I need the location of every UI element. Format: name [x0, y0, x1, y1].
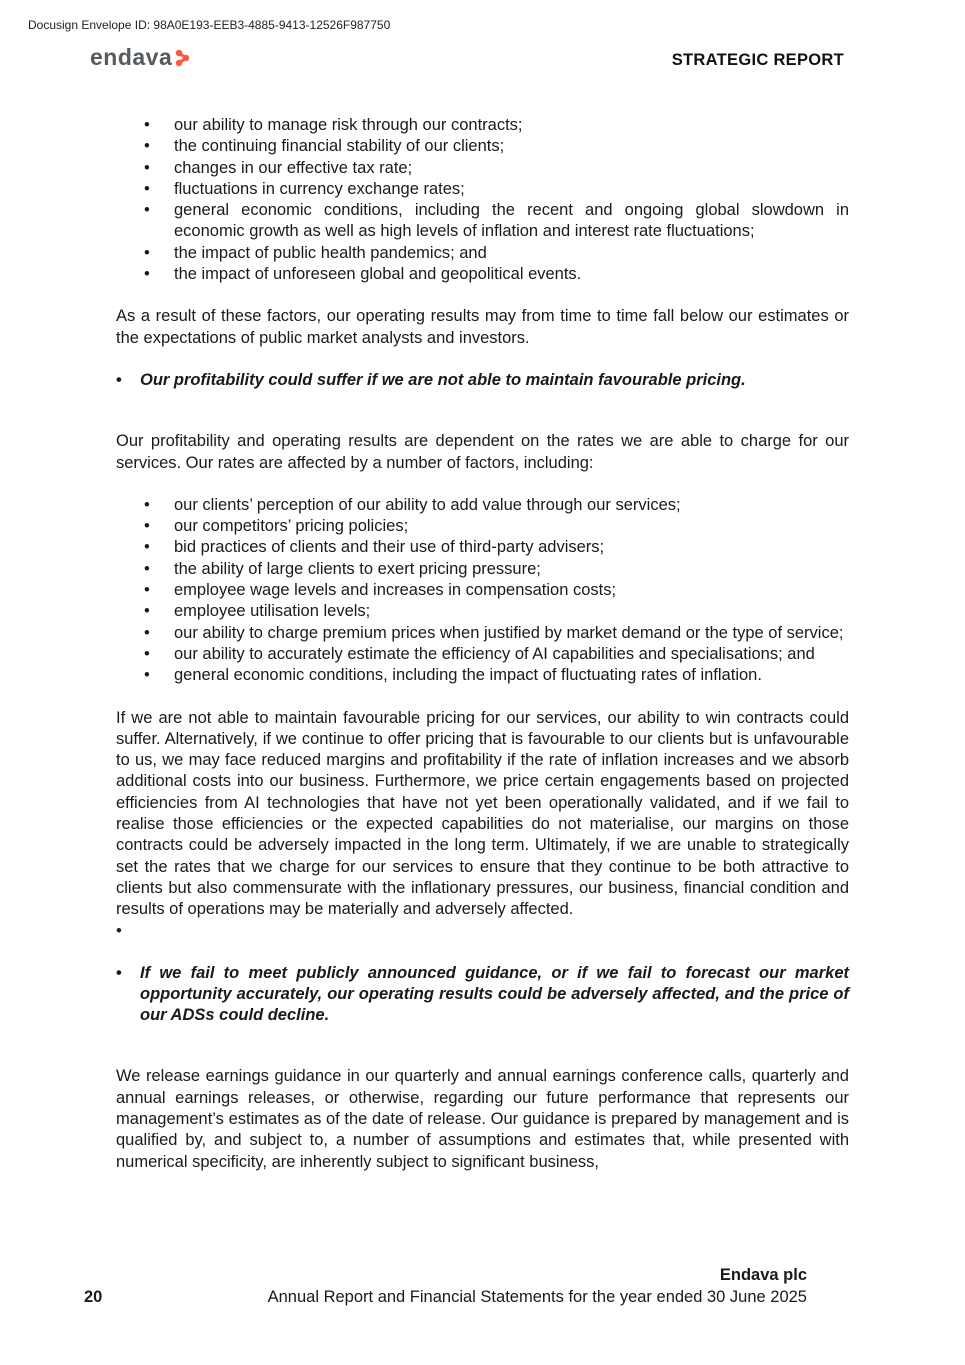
list-item: • employee wage levels and increases in compensation costs; [116, 580, 849, 601]
report-body [116, 115, 849, 1173]
logo-mark-icon [175, 49, 191, 67]
list-item: • our ability to manage risk through our contracts; [116, 115, 849, 136]
endava-logo [90, 44, 191, 71]
risk-factor-list [116, 115, 849, 285]
list-item: • the ability of large clients to exert pricing pressure; [116, 559, 849, 580]
paragraph: As a result of these factors, our operating results may from time to time fall below our estimates or the expectations of public market analysts and investors. [116, 307, 849, 347]
list-item: • employee utilisation levels; [116, 601, 849, 622]
page-number: 20 [84, 1288, 103, 1306]
heading-bullet: • [116, 963, 122, 982]
logo-wordmark: endava [90, 44, 173, 70]
list-item: • our ability to accurately estimate the efficiency of AI capabilities and specialisations; and [116, 644, 849, 665]
list-item: • the impact of unforeseen global and geopolitical events. [116, 264, 849, 285]
list-item: • changes in our effective tax rate; [116, 158, 849, 179]
risk-heading-guidance [116, 963, 849, 1027]
pricing-factor-list [116, 495, 849, 687]
heading-bullet: • [116, 370, 122, 389]
section-title: STRATEGIC REPORT [671, 51, 844, 69]
list-item: • our ability to charge premium prices when justified by market demand or the type of service; [116, 623, 849, 644]
list-item: • bid practices of clients and their use of third-party advisers; [116, 537, 849, 558]
list-item: • general economic conditions, including the impact of fluctuating rates of inflation. [116, 665, 849, 686]
list-item: • the impact of public health pandemics; and [116, 243, 849, 264]
list-item: • fluctuations in currency exchange rates; [116, 179, 849, 200]
paragraph: We release earnings guidance in our quarterly and annual earnings conference calls, quarterly and annual earnings releases, or otherwise, regarding our future performance that represents our management’s estimates as of the date of release. Our guidance is prepared by management and is qualified by, and subject to, a number of assumptions and estimates that, while presented with numerical specificity, are inherently subject to significant business, [116, 1067, 849, 1171]
footer-report-title: Annual Report and Financial Statements for the year ended 30 June 2025 [267, 1288, 807, 1306]
paragraph: Our profitability and operating results are dependent on the rates we are able to charge for our services. Our rates are affected by a number of factors, including: [116, 432, 849, 472]
envelope-id: Docusign Envelope ID: 98A0E193-EEB3-4885-9413-12526F987750 [28, 18, 391, 32]
paragraph: If we are not able to maintain favourable pricing for our services, our ability to win contracts could suffer. Alternatively, if we continue to offer pricing that is favourable to our clients but is unfavourable to us, we may face reduced margins and profitability if the rate of inflation increases and we absorb additional costs into our business. Furthermore, we price certain engagements based on projected efficiencies from AI technologies that have not yet been operationally validated, and if we fail to realise those efficiencies or the expected capabilities do not materialise, our margins on those contracts could be adversely impacted in the long term. Ultimately, if we are unable to strategically set the rates that we charge for our services to ensure that they continue to be both attractive to clients but also commensurate with the inflationary pressures, our business, financial condition and results of operations may be materially and adversely affected. [116, 708, 849, 919]
stray-bullet: • [116, 921, 122, 940]
heading-text: If we fail to meet publicly announced guidance, or if we fail to forecast our market opportunity accurately, our operating results could be adversely affected, and the price of our ADSs could decline. [140, 963, 849, 1025]
list-item: • general economic conditions, including the recent and ongoing global slowdown in economic growth as well as high levels of inflation and interest rate fluctuations; [116, 200, 849, 243]
list-item: • our competitors’ pricing policies; [116, 516, 849, 537]
list-item: • the continuing financial stability of our clients; [116, 136, 849, 157]
heading-text: Our profitability could suffer if we are not able to maintain favourable pricing. [140, 370, 746, 389]
footer-company: Endava plc [719, 1266, 807, 1284]
risk-heading-pricing [116, 370, 849, 391]
list-item: • our clients’ perception of our ability to add value through our services; [116, 495, 849, 516]
